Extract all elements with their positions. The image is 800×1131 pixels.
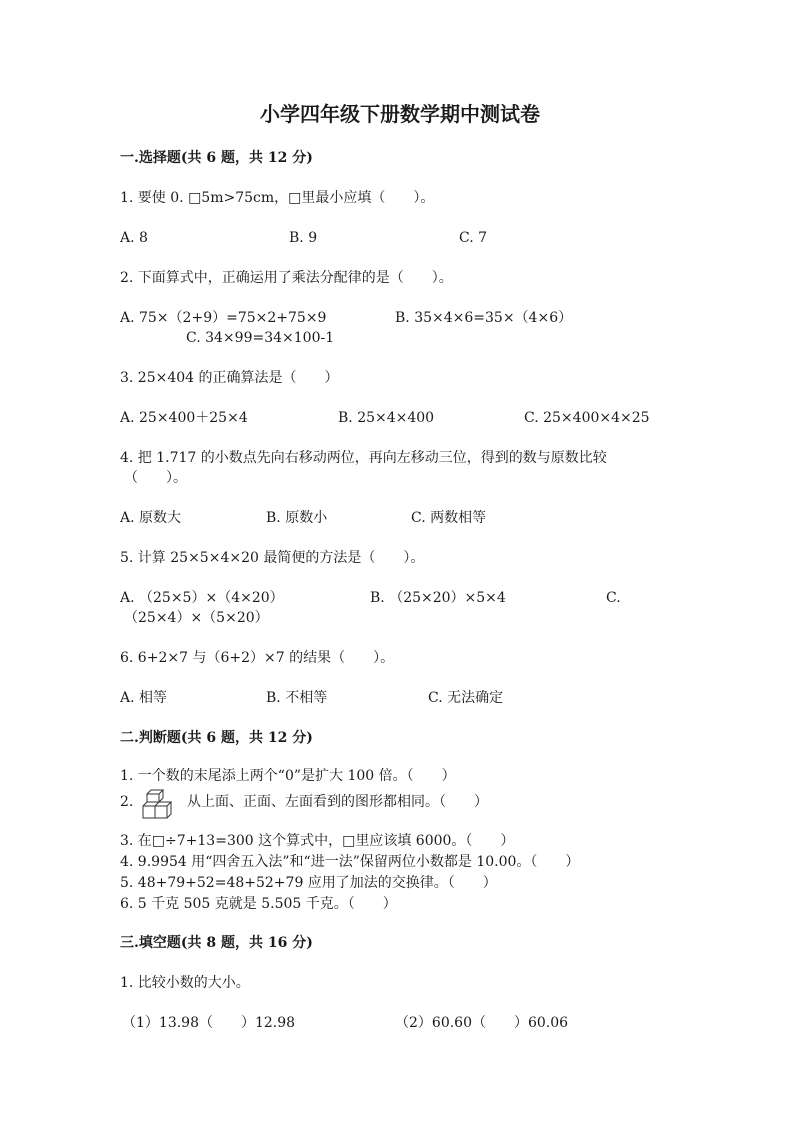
question-stem: 6. 6+2×7 与（6+2）×7 的结果（ ）。 <box>120 650 395 666</box>
option-c: C. 25×400×4×25 <box>524 410 650 426</box>
judgment-item: 从上面、正面、左面看到的图形都相同。（ ） <box>187 794 488 810</box>
option-b: B. （25×20）×5×4 <box>370 590 506 606</box>
option-b: B. 不相等 <box>266 690 328 706</box>
section-heading-fill: 三.填空题(共 8 题，共 16 分) <box>120 935 313 951</box>
option-a: A. （25×5）×（4×20） <box>120 590 284 606</box>
judgment-item-number: 2. <box>120 794 134 810</box>
stacked-cubes-figure <box>141 787 181 821</box>
fill-subitem: （1）13.98（ ）12.98 <box>122 1015 296 1031</box>
question-stem: 1. 要使 0. □5m>75cm，□里最小应填（ ）。 <box>120 190 435 206</box>
fill-subitem: （2）60.60（ ）60.06 <box>395 1015 569 1031</box>
judgment-item: 5. 48+79+52=48+52+79 应用了加法的交换律。（ ） <box>120 875 497 891</box>
option-a: A. 8 <box>120 230 148 246</box>
question-stem-continued: （ ）。 <box>124 470 187 486</box>
question-stem: 4. 把 1.717 的小数点先向右移动两位，再向左移动三位，得到的数与原数比较 <box>120 450 607 466</box>
fill-item: 1. 比较小数的大小。 <box>120 975 250 991</box>
option-c: C. <box>606 590 621 606</box>
option-a: A. 原数大 <box>120 510 182 526</box>
question-stem: 3. 25×404 的正确算法是（ ） <box>120 370 339 386</box>
judgment-item: 4. 9.9954 用“四舍五入法”和“进一法”保留两位小数都是 10.00。（ ） <box>120 854 580 870</box>
section-heading-judgment: 二.判断题(共 6 题，共 12 分) <box>120 730 313 746</box>
option-b: B. 35×4×6=35×（4×6） <box>395 310 573 326</box>
option-c-text: （25×4）×（5×20） <box>124 610 269 626</box>
option-a: A. 75×（2+9）=75×2+75×9 <box>120 310 327 326</box>
question-stem: 5. 计算 25×5×4×20 最简便的方法是（ ）。 <box>120 550 425 566</box>
option-a: A. 相等 <box>120 690 168 706</box>
section-heading-choice: 一.选择题(共 6 题，共 12 分) <box>120 150 313 166</box>
option-c: C. 两数相等 <box>411 510 487 526</box>
judgment-item: 6. 5 千克 505 克就是 5.505 千克。（ ） <box>120 896 397 912</box>
option-c: C. 7 <box>459 230 488 246</box>
option-c: C. 无法确定 <box>428 690 504 706</box>
question-stem: 2. 下面算式中，正确运用了乘法分配律的是（ ）。 <box>120 270 453 286</box>
page-title: 小学四年级下册数学期中测试卷 <box>260 102 540 126</box>
option-a: A. 25×400＋25×4 <box>120 410 248 426</box>
option-b: B. 25×4×400 <box>338 410 435 426</box>
judgment-item: 1. 一个数的末尾添上两个“0”是扩大 100 倍。（ ） <box>120 768 456 784</box>
option-b: B. 9 <box>289 230 318 246</box>
option-b: B. 原数小 <box>266 510 328 526</box>
option-c: C. 34×99=34×100-1 <box>186 330 335 346</box>
judgment-item: 3. 在□÷7+13=300 这个算式中，□里应该填 6000。（ ） <box>120 833 515 849</box>
